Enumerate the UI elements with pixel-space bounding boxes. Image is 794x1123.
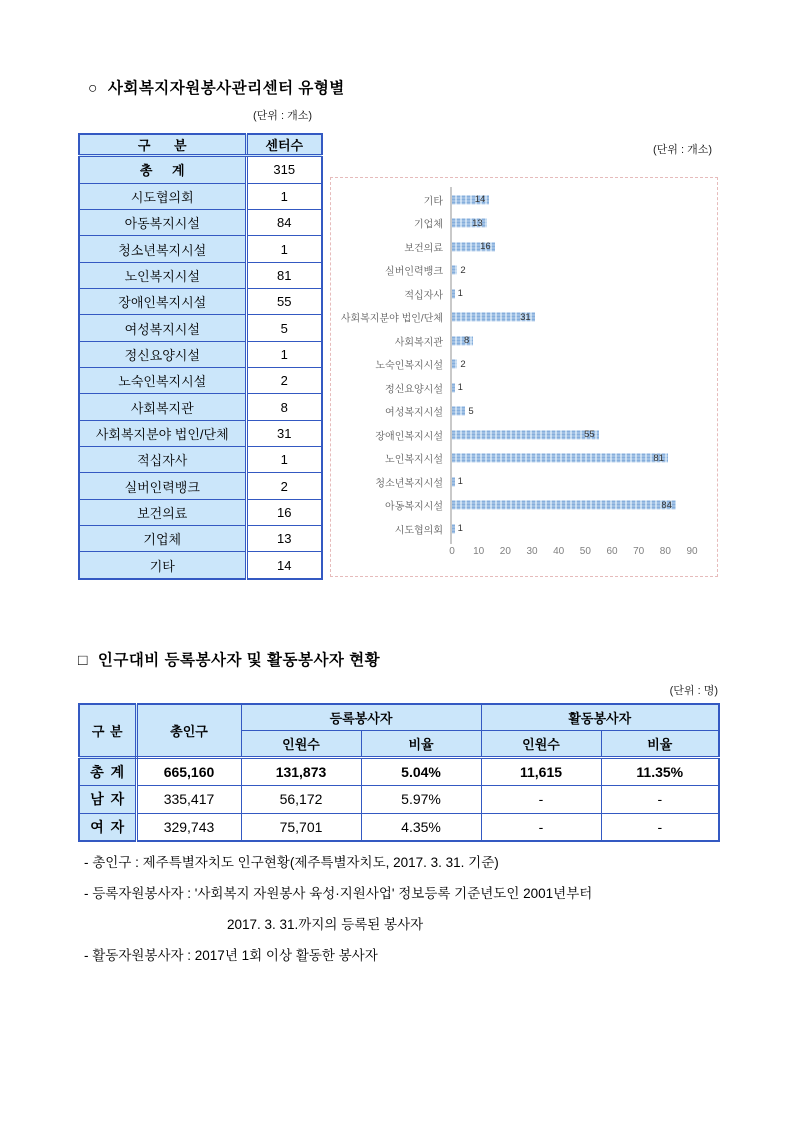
table-row	[79, 499, 322, 525]
section1-heading	[88, 76, 345, 98]
chart-category-label: 노인복지시설	[385, 454, 443, 466]
chart-data-label: 8	[464, 335, 470, 346]
table-row	[79, 447, 322, 473]
chart-row	[331, 353, 717, 377]
chart-plot-area	[331, 188, 717, 541]
table-row	[79, 341, 322, 367]
row-label-cell: 남 자	[79, 785, 136, 813]
value-cell: 5	[246, 315, 322, 341]
table-row	[79, 785, 719, 813]
chart-category-label: 실버인력뱅크	[385, 266, 443, 278]
chart-row	[331, 188, 717, 212]
table2-body	[79, 757, 719, 841]
x-axis-tick-label: 60	[606, 546, 618, 557]
data-cell: 11.35%	[601, 757, 719, 785]
chart-data-label: 14	[474, 194, 486, 205]
chart-data-label: 2	[460, 264, 466, 276]
section1-title-text: 사회복지자원봉사관리센터 유형별	[107, 80, 345, 97]
category-cell: 아동복지시설	[79, 210, 246, 236]
data-cell: 11,615	[481, 757, 601, 785]
category-cell: 적십자사	[79, 447, 246, 473]
x-axis-tick-label: 20	[499, 546, 511, 557]
data-cell: 56,172	[241, 785, 361, 813]
chart-row	[331, 329, 717, 353]
chart-category-label: 노숙인복지시설	[375, 360, 443, 372]
registered-volunteers-group-header: 등록봉사자	[241, 704, 481, 730]
category-cell: 기업체	[79, 526, 246, 552]
circle-bullet: ○	[88, 80, 98, 97]
chart-bar	[452, 313, 535, 322]
data-cell: 5.97%	[361, 785, 481, 813]
total-value-cell: 315	[246, 156, 322, 184]
population-column-header: 총인구	[136, 704, 241, 757]
value-cell: 14	[246, 552, 322, 579]
chart-data-label: 1	[457, 382, 463, 393]
chart-category-label: 사회복지분야 법인/단체	[340, 313, 443, 325]
category-cell: 사회복지관	[79, 394, 246, 420]
chart-data-label: 5	[468, 405, 474, 417]
footnotes-list	[84, 847, 788, 971]
total-label-cell: 총 계	[79, 156, 246, 184]
chart-row	[331, 212, 717, 236]
x-axis-tick-label: 0	[449, 546, 455, 557]
chart-row	[331, 235, 717, 259]
chart-bar	[452, 430, 599, 439]
table-row	[79, 289, 322, 315]
value-cell: 55	[246, 289, 322, 315]
data-cell: -	[481, 813, 601, 841]
section2-title-text: 인구대비 등록봉사자 및 활동봉사자 현황	[97, 652, 381, 669]
chart-row	[331, 306, 717, 330]
table-row	[79, 236, 322, 262]
chart-data-label: 16	[480, 241, 491, 252]
table-row	[79, 473, 322, 499]
row-label-cell: 여 자	[79, 813, 136, 841]
chart-bar	[452, 501, 676, 510]
chart-row	[331, 517, 717, 541]
category-cell: 노숙인복지시설	[79, 368, 246, 394]
footnote-line: - 등록자원봉사자 : '사회복지 자원봉사 육성·지원사업' 정보등록 기준년도인 2001년부터	[84, 886, 593, 901]
table-row	[79, 262, 322, 288]
value-cell: 1	[246, 236, 322, 262]
data-cell: 131,873	[241, 757, 361, 785]
category-cell: 청소년복지시설	[79, 236, 246, 262]
table-row	[79, 183, 322, 209]
total-row	[79, 156, 322, 184]
chart-category-label: 시도협의회	[394, 525, 443, 537]
chart-bar	[452, 219, 487, 228]
value-cell: 1	[246, 341, 322, 367]
chart-row	[331, 494, 717, 518]
chart-data-label: 1	[457, 523, 463, 534]
chart-bar	[452, 264, 466, 276]
division-column-header: 구 분	[79, 704, 136, 757]
table-row	[79, 552, 322, 579]
registered-count-header: 인원수	[241, 730, 361, 757]
row-label-cell: 총 계	[79, 757, 136, 785]
value-cell: 1	[246, 447, 322, 473]
chart-category-label: 장애인복지시설	[375, 431, 443, 443]
data-cell: 665,160	[136, 757, 241, 785]
chart-bar	[452, 242, 495, 251]
chart-category-label: 적십자사	[404, 290, 443, 302]
category-cell: 기타	[79, 552, 246, 579]
active-ratio-header: 비율	[601, 730, 719, 757]
value-cell: 84	[246, 210, 322, 236]
category-cell: 사회복지분야 법인/단체	[79, 420, 246, 446]
table-row	[79, 757, 719, 785]
chart-row	[331, 423, 717, 447]
chart-data-label: 1	[457, 476, 463, 487]
center-count-column-header: 센터수	[246, 134, 322, 156]
category-cell: 정신요양시설	[79, 341, 246, 367]
data-cell: -	[481, 785, 601, 813]
table1-body	[79, 156, 322, 580]
table1-unit-label: (단위 : 개소)	[253, 110, 312, 122]
active-count-header: 인원수	[481, 730, 601, 757]
x-axis-tick-label: 50	[579, 546, 591, 557]
value-cell: 31	[246, 420, 322, 446]
value-cell: 81	[246, 262, 322, 288]
chart-row	[331, 259, 717, 283]
data-cell: 75,701	[241, 813, 361, 841]
registered-ratio-header: 비율	[361, 730, 481, 757]
x-axis-tick-label: 30	[526, 546, 538, 557]
square-bullet: □	[78, 652, 88, 669]
chart-bar	[452, 523, 463, 534]
data-cell: -	[601, 785, 719, 813]
value-cell: 2	[246, 473, 322, 499]
footnote-line: 2017. 3. 31.까지의 등록된 봉사자	[227, 917, 424, 932]
footnote-line: - 총인구 : 제주특별자치도 인구현황(제주특별자치도, 2017. 3. 31. 기준)	[84, 855, 499, 870]
category-cell: 여성복지시설	[79, 315, 246, 341]
chart-bar	[452, 405, 474, 417]
chart-category-label: 정신요양시설	[385, 384, 443, 396]
value-cell: 16	[246, 499, 322, 525]
chart-row	[331, 470, 717, 494]
x-axis-tick-label: 80	[659, 546, 671, 557]
x-axis-tick-label: 40	[553, 546, 565, 557]
chart-row	[331, 447, 717, 471]
table1-header-row	[79, 134, 322, 156]
chart-category-label: 기타	[423, 196, 443, 208]
value-cell: 13	[246, 526, 322, 552]
category-cell: 보건의료	[79, 499, 246, 525]
table-row	[79, 210, 322, 236]
chart-row	[331, 376, 717, 400]
category-cell: 시도협의회	[79, 183, 246, 209]
active-volunteers-group-header: 활동봉사자	[481, 704, 719, 730]
center-type-table	[78, 133, 323, 580]
chart-category-label: 기업체	[414, 219, 443, 231]
value-cell: 2	[246, 368, 322, 394]
table-row	[79, 315, 322, 341]
data-cell: 329,743	[136, 813, 241, 841]
footnote-line: - 활동자원봉사자 : 2017년 1회 이상 활동한 봉사자	[84, 948, 378, 963]
category-column-header: 구 분	[79, 134, 246, 156]
x-axis-tick-label: 90	[686, 546, 698, 557]
category-cell: 장애인복지시설	[79, 289, 246, 315]
chart-data-label: 84	[661, 499, 672, 511]
table-row	[79, 813, 719, 841]
chart-bar	[452, 336, 473, 345]
chart-category-label: 여성복지시설	[385, 407, 443, 419]
data-cell: 335,417	[136, 785, 241, 813]
chart-bar	[452, 454, 668, 463]
chart-unit-label: (단위 : 개소)	[653, 144, 712, 156]
chart-bar	[452, 195, 489, 204]
section2-heading	[78, 648, 380, 670]
table2-unit-label: (단위 : 명)	[669, 685, 718, 697]
chart-bar	[452, 288, 463, 299]
data-cell: -	[601, 813, 719, 841]
chart-row	[331, 282, 717, 306]
chart-bar	[452, 358, 466, 370]
table-row	[79, 526, 322, 552]
chart-bar	[452, 382, 463, 393]
chart-category-label: 아동복지시설	[385, 501, 443, 513]
table-row	[79, 420, 322, 446]
table-row	[79, 394, 322, 420]
x-axis-tick-label: 10	[473, 546, 485, 557]
value-cell: 1	[246, 183, 322, 209]
category-cell: 실버인력뱅크	[79, 473, 246, 499]
chart-row	[331, 400, 717, 424]
chart-data-label: 1	[457, 288, 463, 299]
chart-category-label: 청소년복지시설	[375, 478, 443, 490]
data-cell: 4.35%	[361, 813, 481, 841]
chart-category-label: 사회복지관	[394, 337, 443, 349]
value-cell: 8	[246, 394, 322, 420]
chart-data-label: 31	[520, 311, 531, 323]
x-axis-tick-label: 70	[633, 546, 645, 557]
table2-header-row-1	[79, 704, 719, 730]
chart-data-label: 2	[460, 358, 466, 370]
chart-data-label: 13	[472, 217, 483, 229]
center-type-bar-chart	[330, 177, 718, 577]
table-row	[79, 368, 322, 394]
chart-category-label: 보건의료	[404, 243, 443, 255]
chart-data-label: 55	[584, 429, 595, 440]
volunteer-stats-table	[78, 703, 720, 842]
chart-bar	[452, 476, 463, 487]
data-cell: 5.04%	[361, 757, 481, 785]
category-cell: 노인복지시설	[79, 262, 246, 288]
chart-data-label: 81	[653, 452, 664, 464]
